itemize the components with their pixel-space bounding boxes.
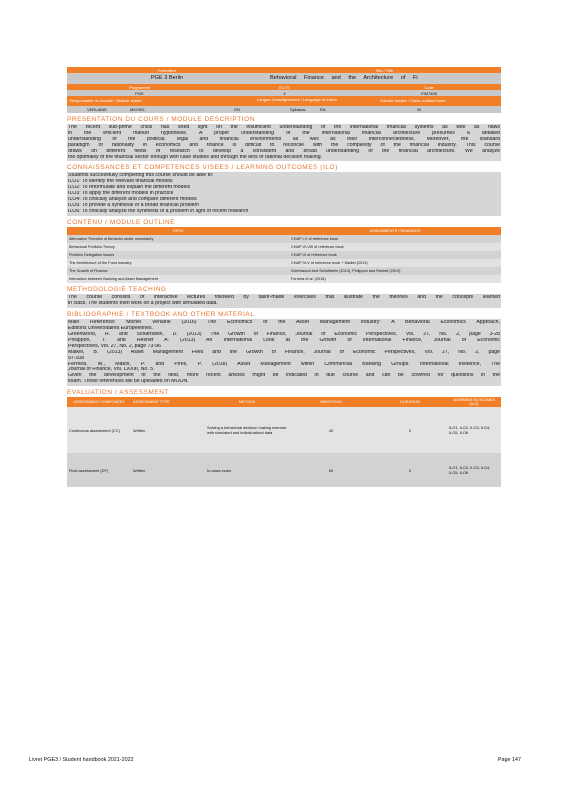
- page-footer: [29, 757, 521, 763]
- footer-handbook: Livret PGE3 / Student handbook 2021-2022: [29, 757, 134, 763]
- title-label: Title / Title: [374, 68, 394, 73]
- outline-reading: CHAP VI-VIII of reference book: [289, 243, 501, 251]
- eval-col-type: ASSESSMENT TYPE: [131, 397, 205, 407]
- responsible-first: MICHEL: [130, 107, 146, 112]
- language-label: Langue d'enseignement / Language of tuition: [257, 97, 337, 102]
- programme-value: PGE: [135, 91, 144, 96]
- eval-method: Solving a behavioral decision making exercise with simulated and individualized data: [205, 407, 289, 453]
- volume-label: Volume horaire / Class contact hours: [380, 98, 446, 103]
- page-number: Page 147: [497, 757, 521, 763]
- language-value: EN: [234, 107, 240, 112]
- eval-component: Continuous assessment (CC): [67, 407, 131, 453]
- outline-topic: The Architecture of the Fund Industry: [67, 259, 289, 267]
- eval-method: In-class exam: [205, 453, 289, 487]
- eval-col-method: METHOD: [205, 397, 289, 407]
- formation-label: Formation: [157, 68, 176, 73]
- bibliography-line: 97-108: [68, 355, 85, 361]
- table-row: [67, 243, 501, 251]
- outline-reading: CHAP IX of reference book: [289, 251, 501, 259]
- code-value: FIM7408: [421, 91, 437, 96]
- outcome-line: ILO1: To identify the relevant financial models: [68, 179, 173, 185]
- presentation-text: [67, 124, 501, 161]
- ects-label: ECTS: [279, 85, 290, 90]
- bibliography-line: Perspectives, Vol. 27, No. 2, page 73-96: [68, 343, 161, 349]
- eval-duration: 0: [373, 407, 447, 453]
- teaching-title: METHODOLOGIE TEACHING: [67, 286, 167, 294]
- bibliography-text: [67, 319, 501, 386]
- outline-reading: Ferreira et al. (2018): [289, 275, 501, 283]
- table-row: [67, 235, 501, 243]
- outline-reading: CHAP I-V of reference book: [289, 235, 501, 243]
- evaluation-title: EVALUATION / ASSESSMENT: [67, 389, 169, 397]
- page: [67, 67, 501, 487]
- outcome-line: Students successfully completing this course should be able to:: [68, 173, 214, 179]
- outline-topic: Interaction between Banking and Asset Management: [67, 275, 289, 283]
- outline-reading: CHAP IV-V of reference book + Maikel (2013): [289, 259, 501, 267]
- presentation-line: The recent sub-prime crisis has shed light on the insufficient understanding of the international financial systems as well as flaws: [68, 125, 500, 130]
- table-row: [67, 275, 501, 283]
- presentation-line: the optimality of the financial sector through with case studies and through the lens of rational decision making.: [68, 154, 323, 160]
- code-label: Code: [424, 85, 434, 90]
- eval-ilo: ILO1, ILO2, ILO3, ILO4, ILO5, ILO6: [447, 453, 501, 487]
- eval-type: Written: [131, 453, 205, 487]
- bibliography-line: exam. Those references will be uploaded on MOON.: [68, 379, 189, 385]
- outline-topic: Behavioral Portfolio Theory: [67, 243, 289, 251]
- table-row: [67, 251, 501, 259]
- outcome-line: ILO6: To critically analyze the synthesis of a problem in light of recent research: [68, 208, 249, 214]
- outcome-line: ILO3: To apply the different models in practice: [68, 191, 174, 197]
- teaching-text: [67, 294, 501, 308]
- title-value: Behavioral Finance and the Architecture of Fi: [270, 75, 418, 81]
- outline-topic: Portfolio Delegation Issues: [67, 251, 289, 259]
- eval-col-weighting: WEIGHTING: [289, 397, 373, 407]
- evaluation-table: [67, 397, 501, 487]
- bibliography-title: BIBLIOGRAPHIE / TEXTBOOK AND OTHER MATERIAL: [67, 311, 255, 319]
- responsible-label: Responsable du module / Module leader: [70, 98, 142, 103]
- presentation-title: PRESENTATION DU COURS / MODULE DESCRIPTION: [67, 116, 255, 123]
- syllabus-label: Syllabus:: [290, 107, 307, 112]
- eval-type: Written: [131, 407, 205, 453]
- outline-title: CONTENU / MODULE OUTLINE: [67, 218, 176, 226]
- responsible-last: VERLAINE: [87, 107, 107, 112]
- bibliography-line: Maikel, B. (2013) Asset Management Fees and the Growth of Finance, Journal of Economic Perspectives, Vol. 27, No. 2, page: [68, 349, 500, 355]
- outcomes-text: [67, 172, 501, 215]
- eval-weighting: 60: [289, 453, 373, 487]
- teaching-line: The course consists of interactive lectures followed by tailor-made exercises that illustrate the theories and the concepts learned: [68, 295, 500, 301]
- eval-component: Final assessment (DF): [67, 453, 131, 487]
- outline-table: [67, 227, 501, 284]
- outline-col-readings: ASSIGNMENTS / READINGS: [289, 227, 501, 235]
- ects-value: 4: [283, 91, 286, 96]
- course-header: [67, 67, 501, 113]
- programme-label: Programme: [129, 85, 150, 90]
- syllabus-value: EN: [320, 107, 326, 112]
- presentation-line: understanding of the political, legal and financial environments as well as their interconnectedness. Moreover, the standard: [68, 136, 500, 142]
- bibliography-line: Editions Universitaires Européennes.: [68, 326, 154, 332]
- bibliography-line: Greenwood, R. and Scharfstein, D. (2013) The Growth of Finance, Journal of Economic Perspectives, Vol. 27, No. 2, page 3-28: [68, 331, 500, 337]
- bibliography-line: Ferreira, M., Matos, P. and Pires, P. (2018) Asset Management within Commercial Banking Groups: International evidence, The: [68, 361, 500, 367]
- table-row: [67, 407, 501, 453]
- table-row: [67, 259, 501, 267]
- bibliography-line: Journal of Finance, Vol. LXXIII, No. 5.: [68, 367, 155, 373]
- outline-topic: Alternative Theories of Behavior under uncertainty: [67, 235, 289, 243]
- presentation-line: paradigm of rationality in economics and finance is difficult to reconcile with the complexity of the financial industry. This course: [68, 142, 500, 148]
- eval-col-ilo: LEARNING OUTCOMES (ILO): [447, 397, 501, 407]
- outline-col-topic: TOPIC: [67, 227, 289, 235]
- outcome-line: ILO5: To provide a synthesis of a broad financial problem: [68, 202, 199, 208]
- outcome-line: ILO4: To critically analyze and compare different models: [68, 197, 197, 203]
- teaching-line: in class. The students then work on a project with simulated data.: [68, 301, 218, 307]
- eval-col-duration: DURATION: [373, 397, 447, 407]
- bibliography-line: Main Reference: Michel Verlaine (2016) The Economics of the Asset Management Industry: A Behavioral Economics Approach,: [68, 320, 500, 326]
- presentation-line: in the efficient market hypothesis. A proper understanding of the international financial architecture presumes a detailed: [68, 130, 500, 136]
- eval-ilo: ILO1, ILO2, ILO3, ILO4, ILO5, ILO6: [447, 407, 501, 453]
- bibliography-line: Philippon, T. and Reshef A. (2013) An International Look at the Growth of International Finance, Journal of Economic: [68, 337, 500, 343]
- outcomes-title: CONNAISSANCES ET COMPETENCES VISEES / LEARNING OUTCOMES (ILO): [67, 164, 338, 172]
- outcome-line: ILO2: To reformulate and explain the different models: [68, 185, 191, 191]
- table-row: [67, 267, 501, 275]
- eval-weighting: 40: [289, 407, 373, 453]
- eval-duration: 0: [373, 453, 447, 487]
- table-row: [67, 453, 501, 487]
- hours-value: 32: [416, 107, 422, 112]
- outline-topic: The Growth of Finance: [67, 267, 289, 275]
- formation-value: PGE 3 Berlin: [150, 75, 184, 81]
- presentation-line: draws on different fields of research to develop a consistent and broad understanding of the financial architecture. We analyze: [68, 148, 500, 154]
- eval-col-component: ASSESSMENT COMPONENT: [67, 397, 131, 407]
- bibliography-line: Given the development of the field, more recent articles might be indicated in due course and can be covered for questions in the: [68, 373, 500, 379]
- outline-reading: Greenwood and Scharfstein (2013), Philippon and Reshef (2013): [289, 267, 501, 275]
